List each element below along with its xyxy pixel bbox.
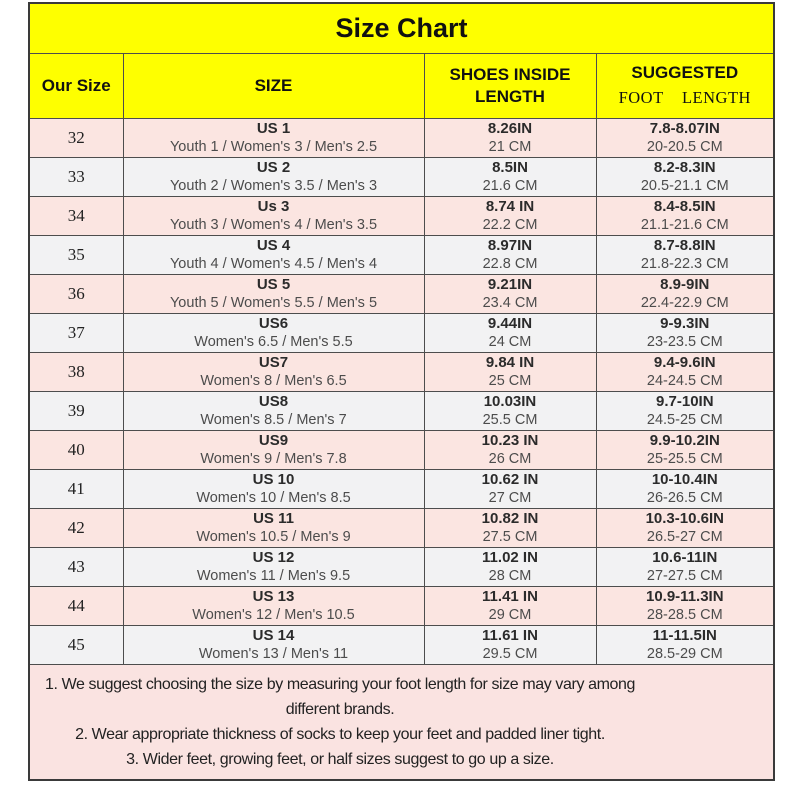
our-size-value: 42 xyxy=(67,517,85,537)
our-size-value: 45 xyxy=(67,634,85,654)
shoes-inside-length-cell xyxy=(424,469,596,508)
column-header-shoes-inside-line1: SHOES INSIDE xyxy=(449,64,571,84)
shoes-inside-length-cell xyxy=(424,430,596,469)
inside-length-inches: 10.03IN xyxy=(483,392,537,410)
our-size-value: 39 xyxy=(67,400,85,420)
shoes-inside-length-cell xyxy=(424,508,596,547)
shoes-inside-length-cell xyxy=(424,274,596,313)
footer-notes xyxy=(29,664,774,780)
size-equivalents-value: Youth 3 / Women's 4 / Men's 3.5 xyxy=(169,216,378,233)
inside-length-inches: 10.82 IN xyxy=(481,509,539,527)
table-row xyxy=(29,430,774,469)
suggested-foot-length-cell xyxy=(596,196,774,235)
foot-length-cm: 21.1-21.6 CM xyxy=(640,216,729,233)
foot-length-cm: 24-24.5 CM xyxy=(646,372,723,389)
footer-notes-row xyxy=(29,664,774,780)
foot-length-inches: 8.7-8.8IN xyxy=(653,236,716,254)
shoes-inside-length-cell xyxy=(424,625,596,664)
size-cell xyxy=(123,430,424,469)
column-header-suggested-foot-length xyxy=(596,53,774,118)
inside-length-cm: 24 CM xyxy=(488,333,532,350)
inside-length-inches: 8.74 IN xyxy=(485,197,535,215)
inside-length-cm: 25 CM xyxy=(488,372,532,389)
foot-length-inches: 9-9.3IN xyxy=(660,314,710,332)
page-title: Size Chart xyxy=(29,3,774,53)
foot-length-inches: 8.2-8.3IN xyxy=(653,158,716,176)
us-size-value: US 5 xyxy=(256,275,291,293)
us-size-value: US 11 xyxy=(253,509,294,527)
our-size-value: 35 xyxy=(67,244,85,264)
suggested-foot-length-cell xyxy=(596,430,774,469)
shoes-inside-length-cell xyxy=(424,313,596,352)
our-size-value: 36 xyxy=(67,283,85,303)
inside-length-cm: 21 CM xyxy=(488,138,532,155)
foot-length-inches: 10.9-11.3IN xyxy=(645,587,724,605)
footer-note-1: 1. We suggest choosing the size by measuring your foot length for size may vary among different brands. xyxy=(44,675,636,718)
table-row xyxy=(29,352,774,391)
size-cell xyxy=(123,625,424,664)
our-size-cell xyxy=(29,625,123,664)
foot-length-cm: 28-28.5 CM xyxy=(646,606,723,623)
foot-length-inches: 10-10.4IN xyxy=(651,470,718,488)
inside-length-inches: 8.26IN xyxy=(487,119,533,137)
inside-length-cm: 22.8 CM xyxy=(482,255,538,272)
size-equivalents-value: Women's 11 / Men's 9.5 xyxy=(196,567,351,584)
inside-length-inches: 8.97IN xyxy=(487,236,533,254)
size-equivalents-value: Women's 9 / Men's 7.8 xyxy=(200,450,347,467)
shoes-inside-length-cell xyxy=(424,586,596,625)
our-size-cell xyxy=(29,235,123,274)
our-size-cell xyxy=(29,196,123,235)
foot-length-inches: 8.9-9IN xyxy=(660,275,710,293)
size-cell xyxy=(123,586,424,625)
shoes-inside-length-cell xyxy=(424,352,596,391)
size-equivalents-value: Women's 10 / Men's 8.5 xyxy=(196,489,351,506)
size-cell xyxy=(123,274,424,313)
foot-length-inches: 9.4-9.6IN xyxy=(653,353,716,371)
table-row xyxy=(29,196,774,235)
our-size-cell xyxy=(29,274,123,313)
footer-note-2: 2. Wear appropriate thickness of socks to keep your feet and padded liner tight. xyxy=(75,725,605,743)
inside-length-cm: 27.5 CM xyxy=(482,528,538,545)
suggested-foot-length-cell xyxy=(596,391,774,430)
inside-length-inches: 11.61 IN xyxy=(482,626,538,644)
inside-length-cm: 22.2 CM xyxy=(482,216,538,233)
foot-length-cm: 20.5-21.1 CM xyxy=(640,177,729,194)
our-size-cell xyxy=(29,157,123,196)
inside-length-inches: 8.5IN xyxy=(492,158,528,176)
our-size-value: 44 xyxy=(67,595,85,615)
foot-length-inches: 10.3-10.6IN xyxy=(645,509,724,527)
table-row xyxy=(29,235,774,274)
inside-length-inches: 10.23 IN xyxy=(481,431,539,449)
us-size-value: US 14 xyxy=(252,626,295,644)
table-row xyxy=(29,118,774,157)
foot-length-cm: 28.5-29 CM xyxy=(646,645,723,662)
column-header-shoes-inside-length xyxy=(424,53,596,118)
column-header-suggested-line1: SUGGESTED xyxy=(631,63,739,82)
our-size-value: 34 xyxy=(67,205,85,225)
our-size-cell xyxy=(29,352,123,391)
table-row xyxy=(29,313,774,352)
inside-length-inches: 11.41 IN xyxy=(482,587,538,605)
us-size-value: US 4 xyxy=(256,236,291,254)
inside-length-inches: 9.21IN xyxy=(487,275,533,293)
our-size-cell xyxy=(29,430,123,469)
suggested-foot-length-cell xyxy=(596,235,774,274)
foot-length-cm: 25-25.5 CM xyxy=(646,450,723,467)
foot-length-inches: 11-11.5IN xyxy=(652,626,717,644)
our-size-value: 43 xyxy=(67,556,85,576)
table-row xyxy=(29,586,774,625)
inside-length-inches: 9.84 IN xyxy=(485,353,535,371)
footer-note-3: 3. Wider feet, growing feet, or half sizes suggest to go up a size. xyxy=(126,750,554,768)
suggested-foot-length-cell xyxy=(596,118,774,157)
table-row xyxy=(29,391,774,430)
size-equivalents-value: Women's 8 / Men's 6.5 xyxy=(200,372,347,389)
size-equivalents-value: Youth 2 / Women's 3.5 / Men's 3 xyxy=(169,177,378,194)
our-size-value: 40 xyxy=(67,439,85,459)
our-size-cell xyxy=(29,391,123,430)
foot-length-inches: 10.6-11IN xyxy=(652,548,718,566)
suggested-foot-length-cell xyxy=(596,586,774,625)
foot-length-cm: 22.4-22.9 CM xyxy=(640,294,729,311)
our-size-value: 32 xyxy=(67,127,85,147)
us-size-value: US8 xyxy=(258,392,289,410)
suggested-foot-length-cell xyxy=(596,274,774,313)
us-size-value: US 13 xyxy=(252,587,295,605)
size-cell xyxy=(123,118,424,157)
foot-length-inches: 8.4-8.5IN xyxy=(653,197,716,215)
inside-length-inches: 11.02 IN xyxy=(482,548,538,566)
shoes-inside-length-cell xyxy=(424,391,596,430)
inside-length-cm: 28 CM xyxy=(488,567,532,584)
column-header-suggested-line2: FOOT LENGTH xyxy=(618,88,751,107)
us-size-value: US 2 xyxy=(256,158,291,176)
suggested-foot-length-cell xyxy=(596,157,774,196)
size-equivalents-value: Youth 4 / Women's 4.5 / Men's 4 xyxy=(169,255,378,272)
shoes-inside-length-cell xyxy=(424,157,596,196)
suggested-foot-length-cell xyxy=(596,352,774,391)
foot-length-inches: 9.7-10IN xyxy=(656,392,714,410)
suggested-foot-length-cell xyxy=(596,508,774,547)
us-size-value: US9 xyxy=(258,431,289,449)
foot-length-cm: 24.5-25 CM xyxy=(646,411,723,428)
suggested-foot-length-cell xyxy=(596,547,774,586)
our-size-value: 37 xyxy=(67,322,85,342)
foot-length-cm: 27-27.5 CM xyxy=(646,567,723,584)
inside-length-inches: 9.44IN xyxy=(487,314,533,332)
size-cell xyxy=(123,157,424,196)
inside-length-cm: 29 CM xyxy=(488,606,532,623)
size-equivalents-value: Youth 5 / Women's 5.5 / Men's 5 xyxy=(169,294,378,311)
size-cell xyxy=(123,508,424,547)
suggested-foot-length-cell xyxy=(596,625,774,664)
our-size-cell xyxy=(29,547,123,586)
table-row xyxy=(29,625,774,664)
our-size-cell xyxy=(29,469,123,508)
foot-length-cm: 20-20.5 CM xyxy=(646,138,723,155)
our-size-cell xyxy=(29,586,123,625)
column-header-size: SIZE xyxy=(123,53,424,118)
foot-length-cm: 26-26.5 CM xyxy=(646,489,723,506)
table-row xyxy=(29,508,774,547)
inside-length-cm: 26 CM xyxy=(488,450,532,467)
shoes-inside-length-cell xyxy=(424,118,596,157)
us-size-value: US 12 xyxy=(252,548,295,566)
us-size-value: Us 3 xyxy=(257,197,290,215)
foot-length-cm: 26.5-27 CM xyxy=(646,528,723,545)
column-header-shoes-inside-line2: LENGTH xyxy=(475,86,545,106)
us-size-value: US7 xyxy=(258,353,289,371)
inside-length-cm: 23.4 CM xyxy=(482,294,538,311)
size-cell xyxy=(123,391,424,430)
size-cell xyxy=(123,352,424,391)
inside-length-cm: 21.6 CM xyxy=(482,177,538,194)
our-size-value: 41 xyxy=(67,478,85,498)
size-cell xyxy=(123,313,424,352)
us-size-value: US6 xyxy=(258,314,289,332)
size-equivalents-value: Women's 6.5 / Men's 5.5 xyxy=(194,333,353,350)
size-equivalents-value: Women's 13 / Men's 11 xyxy=(198,645,349,662)
inside-length-cm: 29.5 CM xyxy=(482,645,538,662)
our-size-cell xyxy=(29,508,123,547)
size-table-body xyxy=(29,3,774,780)
table-row xyxy=(29,274,774,313)
size-equivalents-value: Women's 10.5 / Men's 9 xyxy=(196,528,351,545)
size-chart-table xyxy=(28,2,775,781)
table-row xyxy=(29,547,774,586)
shoes-inside-length-cell xyxy=(424,235,596,274)
suggested-foot-length-cell xyxy=(596,313,774,352)
our-size-cell xyxy=(29,313,123,352)
foot-length-inches: 9.9-10.2IN xyxy=(649,431,720,449)
column-header-row xyxy=(29,53,774,118)
us-size-value: US 1 xyxy=(256,119,291,137)
size-equivalents-value: Women's 8.5 / Men's 7 xyxy=(200,411,347,428)
column-header-our-size: Our Size xyxy=(29,53,123,118)
table-row xyxy=(29,469,774,508)
foot-length-cm: 21.8-22.3 CM xyxy=(640,255,729,272)
our-size-cell xyxy=(29,118,123,157)
table-row xyxy=(29,157,774,196)
foot-length-cm: 23-23.5 CM xyxy=(646,333,723,350)
size-cell xyxy=(123,196,424,235)
shoes-inside-length-cell xyxy=(424,547,596,586)
title-row xyxy=(29,3,774,53)
our-size-value: 38 xyxy=(67,361,85,381)
size-equivalents-value: Women's 12 / Men's 10.5 xyxy=(192,606,355,623)
size-equivalents-value: Youth 1 / Women's 3 / Men's 2.5 xyxy=(169,138,378,155)
foot-length-inches: 7.8-8.07IN xyxy=(649,119,720,137)
size-cell xyxy=(123,235,424,274)
size-cell xyxy=(123,547,424,586)
inside-length-cm: 27 CM xyxy=(488,489,532,506)
size-cell xyxy=(123,469,424,508)
us-size-value: US 10 xyxy=(252,470,295,488)
inside-length-inches: 10.62 IN xyxy=(481,470,539,488)
suggested-foot-length-cell xyxy=(596,469,774,508)
our-size-value: 33 xyxy=(67,166,85,186)
inside-length-cm: 25.5 CM xyxy=(482,411,538,428)
shoes-inside-length-cell xyxy=(424,196,596,235)
